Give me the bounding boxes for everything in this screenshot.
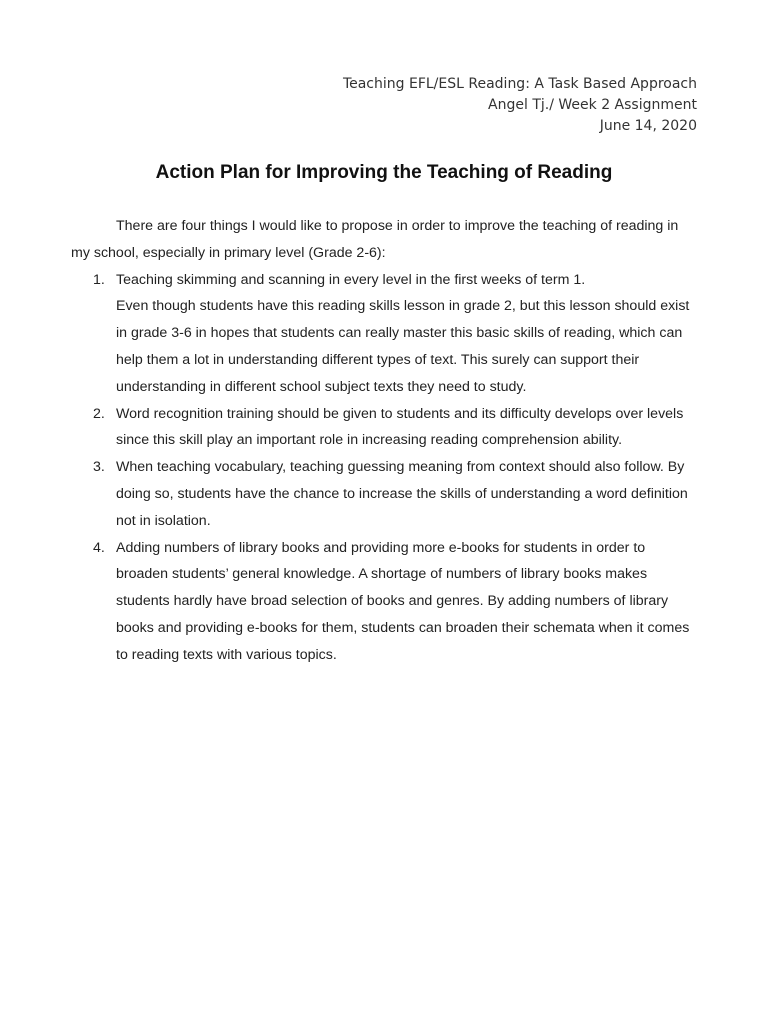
list-item <box>71 267 699 401</box>
list-item-detail: Even though students have this reading skills lesson in grade 2, but this lesson should exist in grade 3-6 in hopes that students can really master this basic skills of reading, which can help them a lot in understanding different types of text. This surely can support their understanding in different school subject texts they need to study. <box>116 298 690 395</box>
document-body <box>71 213 699 669</box>
list-item-number: 2. <box>93 405 105 422</box>
intro-paragraph: There are four things I would like to propose in order to improve the teaching of reading in my school, especially in primary level (Grade 2-6): <box>71 218 679 261</box>
author-assignment: Angel Tj./ Week 2 Assignment <box>488 97 697 113</box>
document-title: Action Plan for Improving the Teaching of Reading <box>155 162 613 183</box>
list-item-text: When teaching vocabulary, teaching guessing meaning from context should also follow. By doing so, students have the chance to increase the skills of understanding a word definition not in isolation. <box>116 459 688 529</box>
list-item <box>71 535 699 669</box>
course-title: Teaching EFL/ESL Reading: A Task Based Approach <box>342 76 697 92</box>
document-date: June 14, 2020 <box>599 118 697 134</box>
list-item-number: 4. <box>93 539 105 556</box>
list-item-text: Adding numbers of library books and providing more e-books for students in order to broaden students’ general knowledge. A shortage of numbers of library books makes students hardly have broad selection of books and genres. By adding numbers of library books and providing e-books for them, students can broaden their schemata when it comes to reading texts with various topics. <box>116 539 690 663</box>
list-item <box>71 401 699 455</box>
list-item <box>71 454 699 534</box>
action-plan-list <box>71 267 699 669</box>
list-item-text: Word recognition training should be given to students and its difficulty develops over levels since this skill play an important role in increasing reading comprehension ability. <box>116 405 684 449</box>
list-item-text: Teaching skimming and scanning in every level in the first weeks of term 1. <box>116 271 586 288</box>
document-header <box>343 74 697 137</box>
list-item-number: 1. <box>93 271 105 288</box>
list-item-number: 3. <box>93 459 105 476</box>
